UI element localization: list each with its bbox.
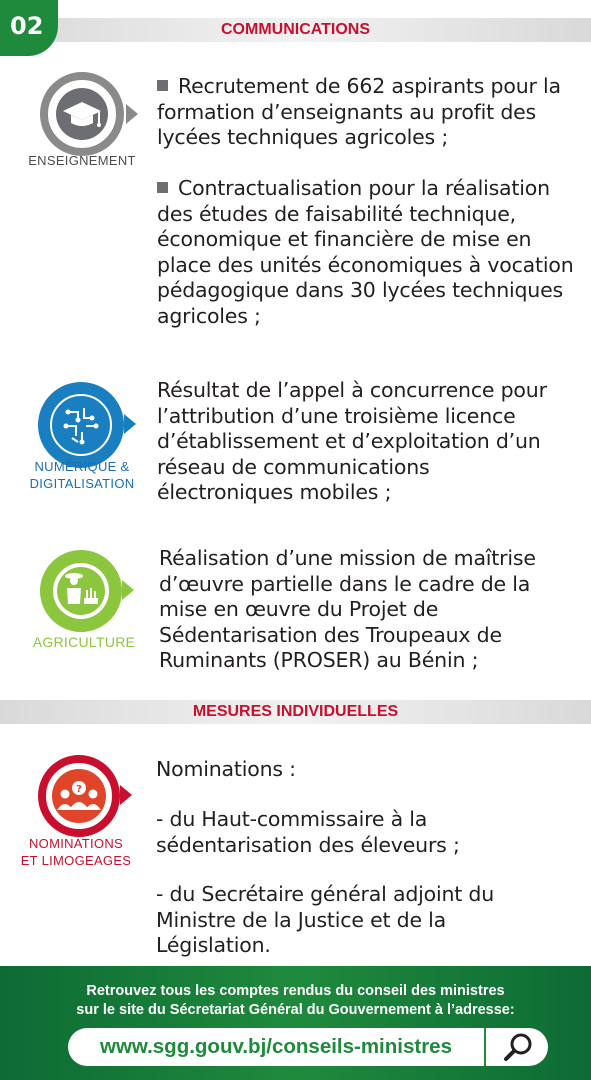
section-header-mesures: MESURES INDIVIDUELLES [0, 700, 591, 724]
icon-caption-nominations: NOMINATIONS ET LIMOGEAGES [20, 836, 132, 868]
enseignement-block [0, 60, 591, 360]
icon-pointer [126, 104, 138, 124]
section-header-communications: COMMUNICATIONS [0, 18, 591, 42]
page-number: 02 [0, 0, 58, 56]
enseignement-item-1: Recrutement de 662 aspirants pour la formation d’enseignants au profit des lycées techniques agricoles ; [157, 74, 561, 149]
site-url-link[interactable]: www.sgg.gouv.bj/conseils-ministres [68, 1028, 486, 1066]
circuit-brain-icon [38, 382, 124, 468]
nominations-item-2: - du Secrétaire général adjoint du Ministre de la Justice et de la Législation. [156, 882, 495, 957]
bullet-square-icon [157, 80, 168, 91]
footer-line-1: Retrouvez tous les comptes rendus du conseil des ministres [86, 983, 505, 999]
search-icon[interactable] [488, 1028, 548, 1066]
nominations-item-1: - du Haut-commissaire à la sédentarisation des éleveurs ; [156, 807, 460, 857]
icon-caption-enseignement: ENSEIGNEMENT [28, 153, 136, 168]
icon-pointer [122, 580, 134, 600]
nominations-block [0, 745, 591, 960]
agriculture-text: Réalisation d’une mission de maîtrise d’œuvre partielle dans le cadre de la mise en œuvre du Projet de Sédentarisation des Troupeaux de Ruminants (PROSER) au Bénin ; [159, 546, 536, 672]
footer-line-2: sur le site du Sécretariat Général du Gouvernement à l’adresse: [76, 1002, 515, 1018]
footer-banner [0, 966, 591, 1080]
people-question-icon [38, 755, 120, 837]
url-box[interactable] [68, 1028, 548, 1066]
bullet-square-icon [157, 182, 168, 193]
icon-caption-numerique: NUMÉRIQUE & DIGITALISATION [29, 459, 135, 491]
agriculture-block [0, 540, 591, 690]
numerique-block [0, 370, 591, 530]
numerique-text: Résultat de l’appel à concurrence pour l’attribution d’une troisième licence d’établissement et d’exploitation d’un réseau de communications électroniques mobiles ; [157, 378, 547, 504]
nominations-heading: Nominations : [156, 757, 296, 781]
icon-caption-agriculture: AGRICULTURE [32, 634, 136, 650]
enseignement-item-2: Contractualisation pour la réalisation des études de faisabilité technique, économique et financière de mise en place des unités économiques à vocation pédagogique dans 30 lycées techniques agricoles ; [157, 176, 574, 328]
graduation-cap-icon [40, 72, 124, 156]
icon-pointer [124, 414, 136, 434]
svg-text:?: ? [76, 784, 82, 795]
icon-pointer [120, 785, 132, 805]
farmer-icon [40, 550, 122, 632]
